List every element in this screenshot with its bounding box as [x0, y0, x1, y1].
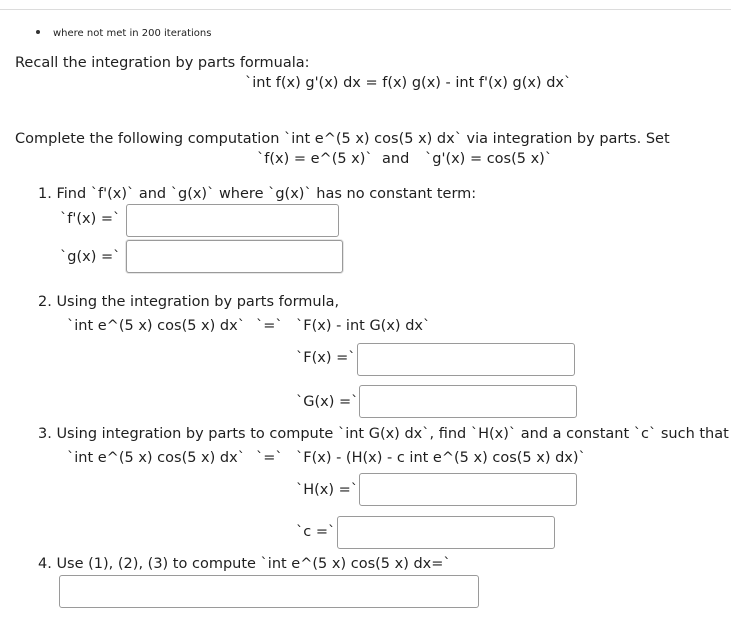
- setup-and: and: [382, 151, 410, 167]
- iteration-note-text: where not met in 200 iterations: [53, 28, 212, 39]
- top-divider: [0, 9, 731, 10]
- G-label: `G(x) =`: [296, 394, 359, 410]
- step3-lhs: `int e^(5 x) cos(5 x) dx`: [67, 450, 245, 466]
- G-input[interactable]: [359, 385, 577, 418]
- step3-eq: `=`: [256, 450, 283, 466]
- step3-rhs: `F(x) - (H(x) - c int e^(5 x) cos(5 x) dx)`: [296, 450, 586, 466]
- step3-text: 3. Using integration by parts to compute `int G(x) dx`, find `H(x)` and a constant `c` such that: [38, 426, 729, 442]
- step4-text: 4. Use (1), (2), (3) to compute `int e^(5 x) cos(5 x) dx=`: [38, 556, 451, 572]
- H-label: `H(x) =`: [296, 482, 359, 498]
- final-answer-input[interactable]: [59, 575, 479, 608]
- fprime-label: `f'(x) =`: [60, 211, 121, 227]
- step2-rhs: `F(x) - int G(x) dx`: [296, 318, 431, 334]
- F-label: `F(x) =`: [296, 350, 356, 366]
- H-input[interactable]: [359, 473, 577, 506]
- c-input[interactable]: [337, 516, 555, 549]
- problem-intro: Complete the following computation `int e^(5 x) cos(5 x) dx` via integration by parts. Set: [15, 131, 670, 147]
- bullet-icon: [36, 30, 40, 34]
- step2-text: 2. Using the integration by parts formula,: [38, 294, 340, 310]
- g-input[interactable]: [126, 240, 343, 273]
- step2-eq: `=`: [256, 318, 283, 334]
- setup-f: `f(x) = e^(5 x)`: [257, 151, 373, 167]
- fprime-input[interactable]: [126, 204, 339, 237]
- step2-lhs: `int e^(5 x) cos(5 x) dx`: [67, 318, 245, 334]
- F-input[interactable]: [357, 343, 575, 376]
- g-label: `g(x) =`: [60, 249, 121, 265]
- recall-intro: Recall the integration by parts formuala:: [15, 55, 310, 71]
- c-label: `c =`: [296, 524, 336, 540]
- iteration-note: [36, 28, 211, 39]
- recall-formula: `int f(x) g'(x) dx = f(x) g(x) - int f'(x) g(x) dx`: [245, 75, 572, 91]
- step1-text: 1. Find `f'(x)` and `g(x)` where `g(x)` has no constant term:: [38, 186, 477, 202]
- setup-g: `g'(x) = cos(5 x)`: [425, 151, 553, 167]
